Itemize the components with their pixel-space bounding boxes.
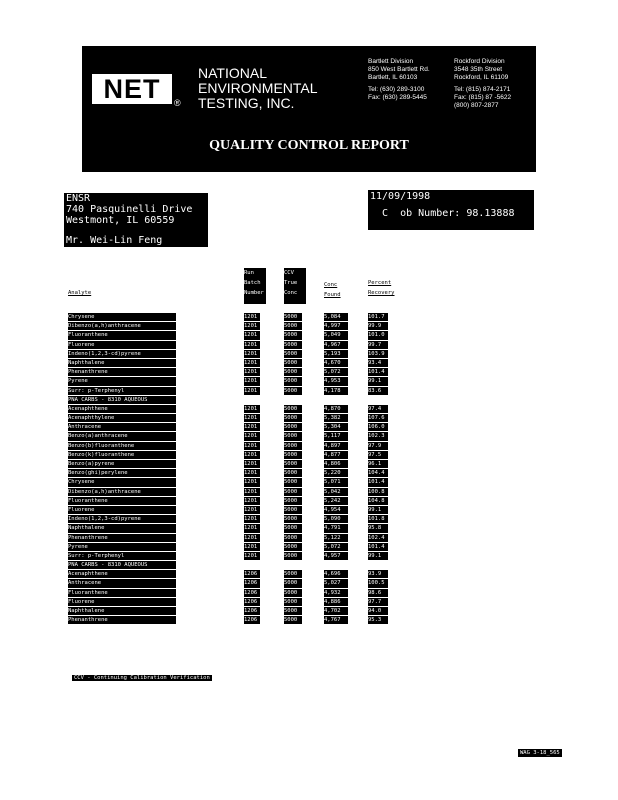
percent-recovery-cell: 93.4 [368,359,388,367]
percent-recovery-cell: 83.6 [368,387,388,395]
table-row [68,543,385,552]
analyte-cell: Phenanthrene [68,616,176,624]
col-header-batch: Run Batch Number [244,268,266,304]
company-name-line: NATIONAL [198,65,267,81]
batch-cell: 1201 [244,534,260,542]
table-row [68,432,385,441]
address-line: Rockford, IL 61109 [454,74,509,81]
client-line: Westmont, IL 60559 [66,215,175,226]
true-conc-cell: 5000 [284,442,302,450]
true-conc-cell: 5000 [284,359,302,367]
true-conc-cell: 5000 [284,616,302,624]
col-header-percent-recovery: Percent Recovery [368,280,395,296]
ccv-table [68,313,385,625]
conc-found-cell: 5,193 [324,350,348,358]
batch-cell: 1201 [244,350,260,358]
percent-recovery-cell: 100.5 [368,579,388,587]
table-row [68,368,385,377]
batch-cell: 1201 [244,460,260,468]
true-conc-cell: 5000 [284,387,302,395]
conc-found-cell: 5,072 [324,368,348,376]
address-line: Rockford Division [454,58,505,65]
batch-cell: 1201 [244,451,260,459]
conc-found-cell: 4,932 [324,589,348,597]
percent-recovery-cell: 99.1 [368,552,388,560]
table-row [68,469,385,478]
batch-cell: 1206 [244,607,260,615]
conc-found-cell: 5,304 [324,423,348,431]
conc-found-cell: 5,042 [324,488,348,496]
true-conc-cell: 5000 [284,341,302,349]
analyte-cell: Benzo(a)anthracene [68,432,176,440]
batch-cell: 1201 [244,313,260,321]
percent-recovery-cell: 101.0 [368,331,388,339]
conc-found-cell: 5,122 [324,534,348,542]
percent-recovery-cell: 99.1 [368,506,388,514]
table-row [68,423,385,432]
percent-recovery-cell: 101.4 [368,543,388,551]
conc-found-cell: 5,382 [324,414,348,422]
report-date: 11/09/1998 [370,191,431,202]
col-header-analyte: Analyte [68,290,92,296]
address-line: (800) 807-2877 [454,102,499,109]
true-conc-cell: 5000 [284,405,302,413]
job-number: C ob Number: 98.13888 [370,208,515,219]
table-row [68,387,382,396]
analyte-cell: Acenaphthylene [68,414,176,422]
batch-cell: 1201 [244,414,260,422]
true-conc-cell: 5000 [284,552,302,560]
true-conc-cell: 5000 [284,322,302,330]
table-row [68,313,385,322]
address-line: Tel: (630) 289-3100 [368,86,425,93]
batch-cell: 1201 [244,331,260,339]
conc-found-cell: 5,220 [324,469,348,477]
percent-recovery-cell: 99.1 [368,377,388,385]
company-name [198,66,318,111]
percent-recovery-cell: 106.0 [368,423,388,431]
conc-found-cell: 5,072 [324,543,348,551]
address-line: 850 West Bartlett Rd. [368,66,430,73]
true-conc-cell: 5000 [284,414,302,422]
conc-found-cell: 4,957 [324,552,348,560]
batch-cell: 1201 [244,442,260,450]
analyte-cell: Anthracene [68,423,176,431]
percent-recovery-cell: 102.3 [368,432,388,440]
true-conc-cell: 5000 [284,589,302,597]
analyte-cell: Phenanthrene [68,534,176,542]
table-row [68,598,382,607]
batch-cell: 1201 [244,387,260,395]
batch-cell: 1201 [244,515,260,523]
analyte-cell: Dibenzo(a,h)anthracene [68,322,176,330]
batch-cell: 1201 [244,377,260,385]
table-row [68,460,382,469]
percent-recovery-cell: 101.8 [368,515,388,523]
true-conc-cell: 5000 [284,534,302,542]
percent-recovery-cell: 100.8 [368,488,388,496]
address-line: Bartlett Division [368,58,414,65]
true-conc-cell: 5000 [284,423,302,431]
table-row [68,451,382,460]
batch-cell: 1201 [244,432,260,440]
table-row [68,396,348,405]
table-row [68,579,385,588]
percent-recovery-cell: 97.9 [368,442,388,450]
table-row [68,561,348,570]
table-row [68,589,382,598]
table-row [68,515,385,524]
analyte-cell: Chrysene [68,478,176,486]
analyte-cell: Fluoranthene [68,497,176,505]
batch-cell: 1201 [244,423,260,431]
conc-found-cell: 5,242 [324,497,348,505]
percent-recovery-cell: 93.9 [368,570,388,578]
batch-cell: 1201 [244,478,260,486]
table-row [68,552,382,561]
client-line: 740 Pasquinelli Drive [66,204,193,215]
batch-cell: 1201 [244,341,260,349]
percent-recovery-cell: 104.8 [368,497,388,505]
address-line: Fax: (815) 87 -5622 [454,94,512,101]
conc-found-cell: 4,886 [324,598,348,606]
percent-recovery-cell: 98.6 [368,589,388,597]
true-conc-cell: 5000 [284,478,302,486]
true-conc-cell: 5000 [284,579,302,587]
table-row [68,506,382,515]
client-address-block [64,193,208,247]
col-header-true-conc: CCV True Conc [284,268,306,304]
analyte-cell: Benzo(a)pyrene [68,460,176,468]
conc-found-cell: 4,954 [324,506,348,514]
analyte-cell: Indeno(1,2,3-cd)pyrene [68,515,176,523]
batch-cell: 1206 [244,598,260,606]
conc-found-cell: 4,670 [324,359,348,367]
table-row [68,607,382,616]
true-conc-cell: 5000 [284,515,302,523]
analyte-cell: Chrysene [68,313,176,321]
percent-recovery-cell: 101.4 [368,368,388,376]
analyte-cell: Fluoranthene [68,331,176,339]
analyte-cell: PNA CARBS - 8310 AQUEOUS [68,561,176,569]
analyte-cell: Surr: p-Terphenyl [68,552,176,560]
conc-found-cell: 4,870 [324,405,348,413]
analyte-cell: Benzo(ghi)perylene [68,469,176,477]
conc-found-cell: 4,696 [324,570,348,578]
conc-found-cell: 4,178 [324,387,348,395]
report-title: QUALITY CONTROL REPORT [209,138,409,153]
table-row [68,359,382,368]
analyte-cell: Pyrene [68,543,176,551]
registered-mark: ® [174,98,181,108]
conc-found-cell: 4,877 [324,451,348,459]
percent-recovery-cell: 97.4 [368,405,388,413]
table-row [68,341,382,350]
conc-found-cell: 5,090 [324,515,348,523]
conc-found-cell: 4,967 [324,341,348,349]
batch-cell: 1201 [244,506,260,514]
analyte-cell: Fluoranthene [68,589,176,597]
true-conc-cell: 5000 [284,377,302,385]
address-line: Tel: (815) 874-2171 [454,86,511,93]
batch-cell: 1201 [244,497,260,505]
true-conc-cell: 5000 [284,607,302,615]
true-conc-cell: 5000 [284,598,302,606]
percent-recovery-cell: 95.8 [368,524,388,532]
batch-cell: 1201 [244,368,260,376]
batch-cell: 1206 [244,616,260,624]
report-subtitle: CONTINUING CALIBRATION VERIFICATION [219,160,399,170]
batch-cell: 1201 [244,469,260,477]
table-row [68,377,382,386]
true-conc-cell: 5000 [284,524,302,532]
percent-recovery-cell: 97.5 [368,451,388,459]
table-row [68,488,385,497]
analyte-cell: Fluorene [68,598,176,606]
address-line: Bartlett, IL 60103 [368,74,418,81]
percent-recovery-cell: 107.6 [368,414,388,422]
analyte-cell: Dibenzo(a,h)anthracene [68,488,176,496]
true-conc-cell: 5000 [284,432,302,440]
analyte-cell: Benzo(b)fluoranthene [68,442,176,450]
percent-recovery-cell: 101.4 [368,478,388,486]
company-name-line: ENVIRONMENTAL [198,80,318,96]
analyte-cell: Fluorene [68,506,176,514]
true-conc-cell: 5000 [284,451,302,459]
true-conc-cell: 5000 [284,543,302,551]
footnote: CCV - Continuing Calibration Verification [74,675,210,681]
batch-cell: 1201 [244,405,260,413]
batch-cell: 1206 [244,589,260,597]
conc-found-cell: 4,953 [324,377,348,385]
true-conc-cell: 5000 [284,506,302,514]
analyte-cell: Naphthalene [68,524,176,532]
table-row [68,442,382,451]
percent-recovery-cell: 102.4 [368,534,388,542]
letterhead-banner [82,46,536,172]
table-row [68,405,382,414]
analyte-cell: Benzo(k)fluoranthene [68,451,176,459]
analyte-cell: Fluorene [68,341,176,349]
percent-recovery-cell: 103.9 [368,350,388,358]
batch-cell: 1201 [244,322,260,330]
conc-found-cell: 4,897 [324,442,348,450]
client-line: ENSR [66,193,91,204]
conc-found-cell: 5,027 [324,579,348,587]
table-row [68,497,385,506]
true-conc-cell: 5000 [284,497,302,505]
bartlett-division-address [368,58,430,102]
percent-recovery-cell: 99.9 [368,322,388,330]
percent-recovery-cell: 95.3 [368,616,388,624]
conc-found-cell: 5,071 [324,478,348,486]
table-row [68,350,385,359]
conc-found-cell: 4,702 [324,607,348,615]
true-conc-cell: 5000 [284,460,302,468]
rockford-division-address [454,58,511,110]
table-row [68,534,385,543]
true-conc-cell: 5000 [284,488,302,496]
address-line: 3548 35th Street [454,66,503,73]
analyte-cell: Acenaphthene [68,405,176,413]
batch-cell: 1201 [244,488,260,496]
table-row [68,331,385,340]
analyte-cell: Phenanthrene [68,368,176,376]
report-info-block [368,190,534,230]
batch-cell: 1206 [244,579,260,587]
batch-cell: 1206 [244,570,260,578]
table-row [68,414,385,423]
true-conc-cell: 5000 [284,331,302,339]
true-conc-cell: 5000 [284,469,302,477]
true-conc-cell: 5000 [284,368,302,376]
table-row [68,524,382,533]
company-logo: NET [92,74,172,104]
analyte-cell: Anthracene [68,579,176,587]
analyte-cell: Naphthalene [68,359,176,367]
table-row [68,478,385,487]
batch-cell: 1201 [244,524,260,532]
percent-recovery-cell: 99.7 [368,341,388,349]
batch-cell: 1201 [244,359,260,367]
analyte-cell: Naphthalene [68,607,176,615]
percent-recovery-cell: 96.1 [368,460,388,468]
table-row [68,616,382,625]
true-conc-cell: 5000 [284,313,302,321]
analyte-cell: Acenaphthene [68,570,176,578]
analyte-cell: Surr: p-Terphenyl [68,387,176,395]
percent-recovery-cell: 97.7 [368,598,388,606]
batch-cell: 1201 [244,543,260,551]
document-id: WAG 3-18_565 [520,750,560,756]
analyte-cell: PNA CARBS - 8310 AQUEOUS [68,396,176,404]
percent-recovery-cell: 101.7 [368,313,388,321]
table-row [68,570,382,579]
percent-recovery-cell: 94.0 [368,607,388,615]
percent-recovery-cell: 104.4 [368,469,388,477]
conc-found-cell: 4,791 [324,524,348,532]
conc-found-cell: 5,084 [324,313,348,321]
company-name-line: TESTING, INC. [198,95,295,111]
table-row [68,322,382,331]
conc-found-cell: 5,049 [324,331,348,339]
conc-found-cell: 4,997 [324,322,348,330]
client-line: Mr. Wei-Lin Feng [66,235,163,246]
conc-found-cell: 4,767 [324,616,348,624]
col-header-conc-found: Conc Found [324,282,341,298]
address-line: Fax: (630) 289-5445 [368,94,427,101]
true-conc-cell: 5000 [284,350,302,358]
analyte-cell: Indeno(1,2,3-cd)pyrene [68,350,176,358]
batch-cell: 1201 [244,552,260,560]
true-conc-cell: 5000 [284,570,302,578]
analyte-cell: Pyrene [68,377,176,385]
conc-found-cell: 4,806 [324,460,348,468]
conc-found-cell: 5,117 [324,432,348,440]
